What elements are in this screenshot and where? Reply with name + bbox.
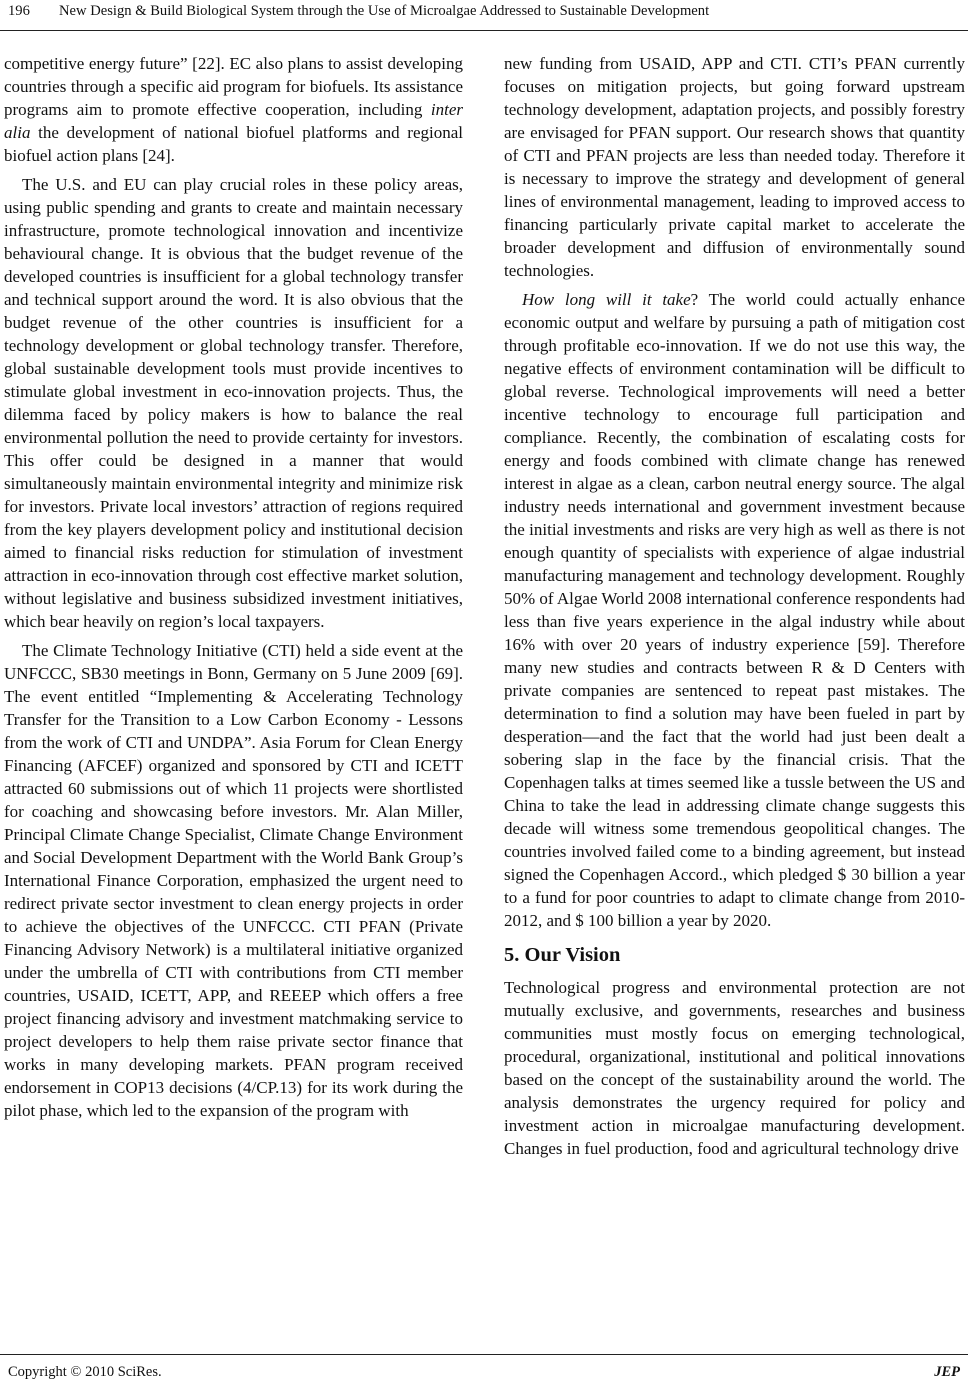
page-number: 196: [8, 3, 30, 19]
italic-term: inter alia: [4, 100, 463, 142]
left-column: [4, 52, 463, 1122]
journal-abbreviation: JEP: [934, 1364, 960, 1380]
page-footer: [0, 1354, 968, 1379]
section-heading: 5. Our Vision: [504, 944, 621, 966]
running-title: New Design & Build Biological System through the Use of Microalgae Addressed to Sustainable Development: [59, 3, 710, 19]
page-header: [0, 0, 968, 31]
italic-question: How long will it take: [522, 290, 691, 309]
right-column: [504, 52, 965, 1160]
paragraph-text: competitive energy future” [22]. EC also plans to assist developing countries through a specific aid program for biofuels. Its assistance programs aim to promote effective cooperation, including: [4, 54, 463, 119]
paragraph: The U.S. and EU can play crucial roles in these policy areas, using public spending and grants to create and maintain necessary infrastructure, promote technological innovation and incentivize behavioural change. It is obvious that the budget revenue of the developed countries is insufficient for a global technology transfer and technical support around the word. It is also obvious that the budget revenue of the other countries is insufficient for a technology development or global technology transfer. Therefore, global sustainable development tools must provide incentives to stimulate global investment in eco-innovation projects. Thus, the dilemma faced by policy makers is how to balance the real environmental pollution the need to provide certainty for investors. This offer could be designed in a manner that would simultaneously maintain environmental integrity and minimize risk for investors. Private local investors’ attraction of regions required from the key players development policy and institutional decision aimed to financial risks reduction for stimulation of investment attraction in eco-innovation through cost effective market solution, without legislative and business subsidized investment initiatives, which bear heavily on region’s local taxpayers.: [4, 175, 463, 631]
paragraph: new funding from USAID, APP and CTI. CTI’s PFAN currently focuses on mitigation projects, but going forward upstream technology development, adaptation projects, and possibly forestry are envisaged for PFAN support. Our research shows that quantity of CTI and PFAN projects are less than needed today. Therefore it is necessary to improve the strategy and development of general lines of environmental management, leading to improved access to financing particularly private capital market to accelerate the broader development and diffusion of environmentally sound technologies.: [504, 54, 965, 280]
paragraph: [504, 288, 965, 932]
paragraph: [4, 52, 463, 167]
copyright-notice: Copyright © 2010 SciRes.: [8, 1364, 162, 1380]
paragraph: Technological progress and environmental protection are not mutually exclusive, and governments, researches and business communities must mostly focus on emerging technological, procedural, organizational, institutional and political innovations based on the concept of the sustainability around the world. The analysis demonstrates the urgency required for policy and investment action in microalgae manufacturing development. Changes in fuel production, food and agricultural technology drive: [504, 978, 965, 1158]
paragraph-text: the development of national biofuel platforms and regional biofuel action plans [24].: [4, 123, 463, 165]
paragraph: The Climate Technology Initiative (CTI) held a side event at the UNFCCC, SB30 meetings in Bonn, Germany on 5 June 2009 [69]. The event entitled “Implementing & Accelerating Technology Transfer for the Transition to a Low Carbon Economy - Lessons from the work of CTI and UNDPA”. Asia Forum for Clean Energy Financing (AFCEF) organized and sponsored by CTI and ICETT attracted 60 submissions out of which 11 projects were shortlisted for coaching and showcasing before investors. Mr. Alan Miller, Principal Climate Change Specialist, Climate Change Environment and Social Development Department with the World Bank Group’s International Finance Corporation, emphasized the urgent need to redirect private sector investment to clean energy projects in order to achieve the objectives of the UNFCCC. CTI PFAN (Private Financing Advisory Network) is a multilateral initiative organized under the umbrella of CTI with contributions from CTI member countries, USAID, ICETT, APP, and REEEP which offers a free project financing advisory and investment matchmaking service to project developers to help them raise private sector finance that works in many developing markets. PFAN program received endorsement in COP13 decisions (4/CP.13) for its work during the pilot phase, which led to the expansion of the program with: [4, 641, 463, 1120]
paragraph-text: ? The world could actually enhance economic output and welfare by pursuing a path of mitigation cost through profitable eco-innovation. If we do not use this way, the negative effects of environment contamination will be difficult to global reverse. Technological improvements will need a better incentive technology to encourage full participation and compliance. Recently, the combination of escalating costs for energy and foods combined with climate change has renewed interest in algae as a clean, carbon neutral energy source. The algal industry needs international and government investment because the initial investments and risks are very high as well as there is not enough quantity of specialists with experience of algae industrial manufacturing management and technology development. Roughly 50% of Algae World 2008 international conference respondents had less than five years experience in the algal industry while about 16% with over 20 years of industry experience [59]. Therefore many new studies and contracts between R & D Centers with private companies are sentenced to repeat past mistakes. The determination to find a solution may have been fueled in part by desperation—and the fact that the world had just been dealt a sobering slap in the face by the financial crisis. That the Copenhagen talks at times seemed like a tussle between the US and China to take the lead in addressing climate change suggests this decade will witness some tremendous geopolitical changes. The countries involved failed come to a binding agreement, but instead signed the Copenhagen Accord., which pledged $ 30 billion a year to a fund for poor countries to adapt to climate change from 2010-2012, and $ 100 billion a year by 2020.: [504, 290, 966, 930]
